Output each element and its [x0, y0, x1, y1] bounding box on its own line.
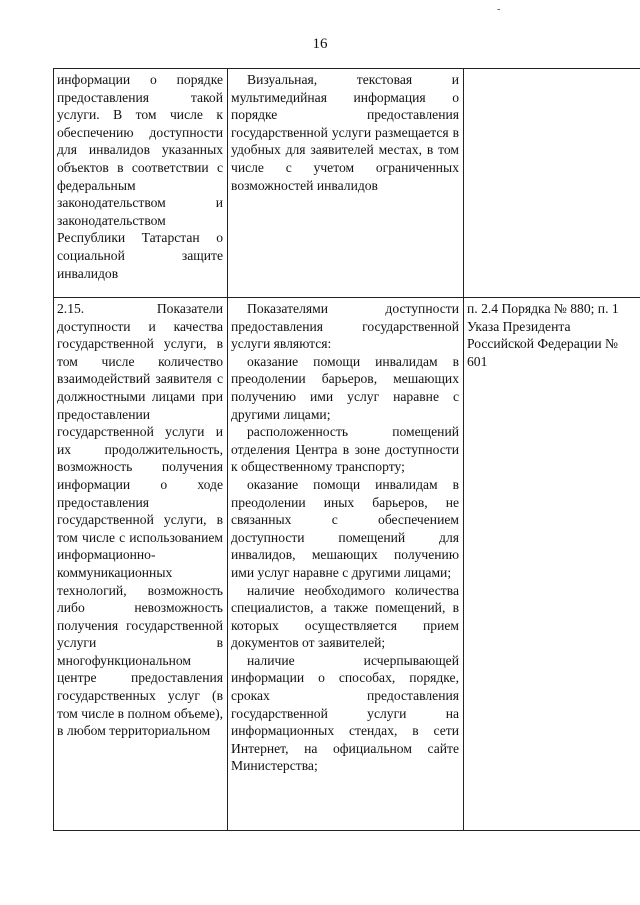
content-paragraph: расположенность помещений отделения Центра в зоне доступности к общественному транспорту; [231, 424, 459, 475]
content-paragraph: оказание помощи инвалидам в преодолении иных барьеров, не связанных с обеспечением доступности помещений для инвалидов, мешающих получению ими услуг наравне с другими лицами; [231, 476, 459, 580]
row2-content-cell [228, 298, 464, 831]
content-paragraph: наличие исчерпывающей информации о способах, порядке, сроках предоставления государственной услуги на информационных стендах, в сети Интернет, на официальном сайте Министерства; [231, 652, 459, 774]
row1-reference-cell [464, 69, 640, 298]
table-row [54, 69, 640, 298]
table-row [54, 298, 640, 831]
page-number: 16 [312, 36, 328, 52]
row1-requirement-cell: информации о порядке предоставления такой услуги. В том числе к обеспечению доступности для инвалидов указанных объектов в соответствии с федеральным законодательством и законодательством Республики Татарстан о социальной защите инвалидов [54, 69, 228, 298]
content-paragraph: Показателями доступности предоставления государственной услуги являются: [231, 301, 459, 352]
scan-mark: - [497, 4, 501, 15]
row1-content-cell: Визуальная, текстовая и мультимедийная информация о порядке предоставления государственной услуги размещается в удобных для заявителей местах, в том числе с учетом ограниченных возможностей инвалидов [228, 69, 464, 298]
content-paragraph: наличие необходимого количества специалистов, а также помещений, в которых осуществляется прием документов от заявителей; [231, 582, 459, 651]
content-paragraph: оказание помощи инвалидам в преодолении барьеров, мешающих получению ими услуг наравне с другими лицами; [231, 353, 459, 422]
row2-requirement-cell: 2.15. Показатели доступности и качества государственной услуги, в том числе количество взаимодействий заявителя с должностными лицами при предоставлении государственной услуги и их продолжительность, возможность получения информации о ходе предоставления государственной услуги, в том числе с использованием информационно-коммуникационных технологий, возможность либо невозможность получения государственной услуги в многофункциональном центре предоставления государственных услуг (в том числе в полном объеме), в любом территориальном [54, 298, 228, 831]
regulation-table [53, 68, 640, 831]
row2-reference-cell: п. 2.4 Порядка № 880; п. 1 Указа Президента Российской Федерации № 601 [464, 298, 640, 831]
